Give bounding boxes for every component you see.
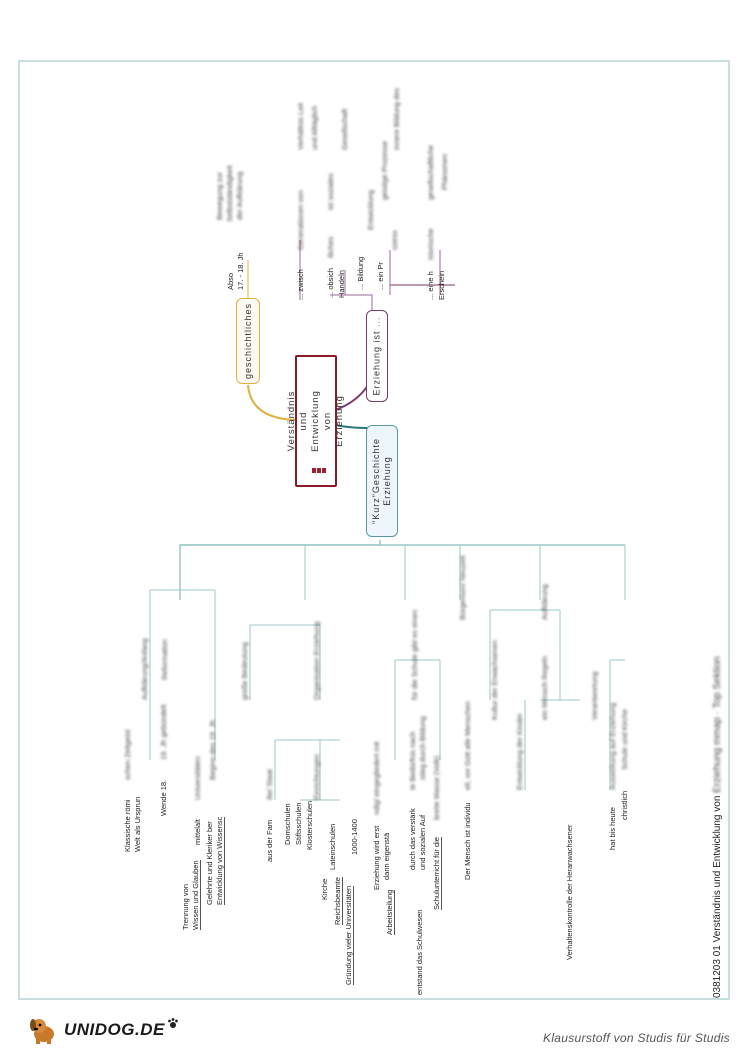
blurred-left-18: Kultur der Erwachsenen — [490, 639, 499, 720]
label-abso: Abso — [226, 272, 235, 290]
blurred-zwischen: Generationen von — [296, 190, 305, 250]
blurred-left-8: ilie/ Staat — [265, 769, 274, 800]
branch-erziehung-ist-label: Erziehung ist ... — [372, 316, 382, 396]
label-hat-bis-heute: hat bis heute — [608, 807, 617, 850]
document-title-text: Verständnis und Entwicklung von — [712, 795, 723, 943]
branch-kurz-geschichte[interactable] — [366, 425, 398, 537]
blurred-left-14: breite Masse (Volk) — [432, 755, 441, 820]
label-trennung: Trennung von — [181, 883, 190, 930]
blurred-right-a: Verhältnis Leit — [296, 102, 305, 150]
blurred-right-b: und Alltäglich — [310, 105, 319, 150]
label-jahre: 1000-1400 — [350, 819, 359, 855]
blurred-left-19: Entwicklung der Kinder — [515, 713, 524, 790]
blurred-right-c: ist soziales — [326, 173, 335, 210]
branch-erziehung-ist[interactable] — [366, 310, 388, 402]
branch-kurz-geschichte-label: "Kurz"Geschichte Erziehung — [371, 438, 393, 524]
label-mensch: Der Mensch ist individu — [463, 802, 472, 880]
blurred-left-3: 19. Jh gebündelt — [159, 704, 168, 760]
document-title — [712, 656, 723, 998]
blurred-left-16: ell, vor Gott alle Menschen — [463, 701, 472, 790]
blurred-left-5: Universitäten — [193, 756, 202, 800]
label-verhaltenskontrolle: Verhaltenskontrolle der Heranwachsener — [565, 824, 574, 960]
label-arbeitsteilung: Arbeitsteilung — [385, 889, 394, 935]
label-eine-h: ... eine h — [426, 271, 435, 300]
blurred-bildung: Entwicklung — [366, 189, 375, 230]
label-bildung: ... Bildung — [356, 256, 365, 290]
dog-logo-icon — [28, 1016, 58, 1044]
label-entstand: entstand das Schulwesen — [415, 909, 424, 995]
label-wissen-glauben: Wissen und Glauben — [191, 860, 200, 930]
branch-geschichtliches[interactable] — [236, 298, 260, 384]
label-wende: Wende 18. — [159, 779, 168, 816]
blurred-right-f: innere Bildung des — [392, 87, 401, 150]
blurred-left-9: Einrichtungen — [312, 754, 321, 800]
blurred-left-17: Bürgertum/ Neuzeit — [458, 555, 467, 620]
label-christlich: christlich — [620, 790, 629, 820]
blurred-note-2: Selbstständigkeit — [225, 165, 234, 222]
blurred-left-15: für die Schule gibt es einen — [410, 609, 419, 700]
label-schulunterricht: Schulunterricht für die — [432, 837, 441, 910]
label-obsich: ... obsich — [326, 267, 335, 298]
blurred-right-g: gesellschaftliche — [426, 144, 435, 200]
central-node-label: Verständnis und Entwicklung von Erziehung — [286, 390, 345, 452]
blurred-left-4: Reformation — [160, 639, 169, 680]
label-domschulen: Domschulen — [283, 803, 292, 845]
blurred-left-7: große Bedeutung — [240, 642, 249, 700]
blurred-left-21: Aufklärung — [540, 584, 549, 620]
paw-icon — [167, 1017, 179, 1029]
document-id: 0381203 01 — [712, 945, 723, 998]
label-erschein: Erschein — [437, 270, 446, 300]
blurred-left-24: Schule und Kirche — [620, 709, 629, 770]
blurred-note-3: der Aufklärung — [235, 171, 244, 220]
label-kirche: Kirche — [320, 878, 329, 900]
label-entwicklung: Entwicklung von Wissensc — [215, 816, 224, 905]
central-node-icon — [312, 468, 326, 473]
blurred-left-20: ein Mensch Regeln — [540, 655, 549, 720]
label-eigenes: dann eigenstä — [382, 832, 391, 880]
blurred-left-22: Verantwortung — [590, 671, 599, 720]
label-erziehung-erst: Erziehung wird erst — [372, 825, 381, 890]
blurred-ein-pr: ozess — [390, 230, 399, 250]
label-klosterschulen: Klosterschulen — [305, 800, 314, 850]
blurred-right-h: Phänomen — [440, 153, 449, 190]
label-aus-familie: aus der Fam — [265, 819, 274, 862]
blurred-left-13: stieg durch Bildung — [418, 716, 427, 780]
blurred-left-11: ndig/ eingegliedert mit — [372, 741, 381, 815]
blurred-left-1: schen Zeitgeist — [123, 729, 132, 780]
label-lateinschulen: Lateinschulen — [328, 823, 337, 870]
label-mittelalt: mittelalt — [193, 819, 202, 845]
label-klassische: Klassische römi — [123, 799, 132, 852]
blurred-left-10: Organisation Erziehung — [312, 621, 321, 700]
label-durch-verstaerk: durch das verstärk — [408, 808, 417, 870]
branch-geschichtliches-label: geschichtliches — [243, 302, 253, 380]
brand-logo[interactable] — [28, 1016, 179, 1044]
label-gelehrte: Gelehrte und Kleriker ber — [205, 821, 214, 905]
label-welt: Welt als Ursprun — [133, 796, 142, 852]
blurred-left-23: Auswirkung auf Erziehung — [608, 702, 617, 790]
brand-name: UNIDOG.DE — [64, 1020, 165, 1039]
blurred-left-12: te Bedürfnis nach — [408, 731, 417, 790]
blurred-left-6: Beginn des 19. Jh — [208, 719, 217, 780]
blurred-note-1: Bewegung zur — [215, 172, 224, 220]
document-title-blurred: Erziehung mmap · Top Sektion — [712, 656, 723, 793]
blurred-left-2: Aufklärung/Anfang — [140, 638, 149, 700]
blurred-obsich: tliches — [326, 236, 335, 258]
label-handeln: Handeln — [337, 270, 346, 298]
label-und-sozial: und sozialen Auf — [418, 814, 427, 870]
footer-tagline: Klausurstoff von Studis für Studis — [543, 1031, 730, 1045]
label-zwischen: ... zwisch — [296, 269, 305, 300]
blurred-right-e: geistige Prozesse — [380, 140, 389, 200]
label-reichsbeamte: Reichsbeamte — [333, 877, 342, 925]
label-stiftsschulen: Stiftsschulen — [294, 802, 303, 845]
blurred-eine-h: istorische — [426, 228, 435, 260]
blurred-right-d: Gesellschaft — [340, 108, 349, 150]
label-ein-pr: ... ein Pr — [376, 262, 385, 290]
label-gruendung: Gründung vieler Universitäten — [344, 885, 353, 985]
label-years: 17. - 18. Jh — [236, 252, 245, 290]
